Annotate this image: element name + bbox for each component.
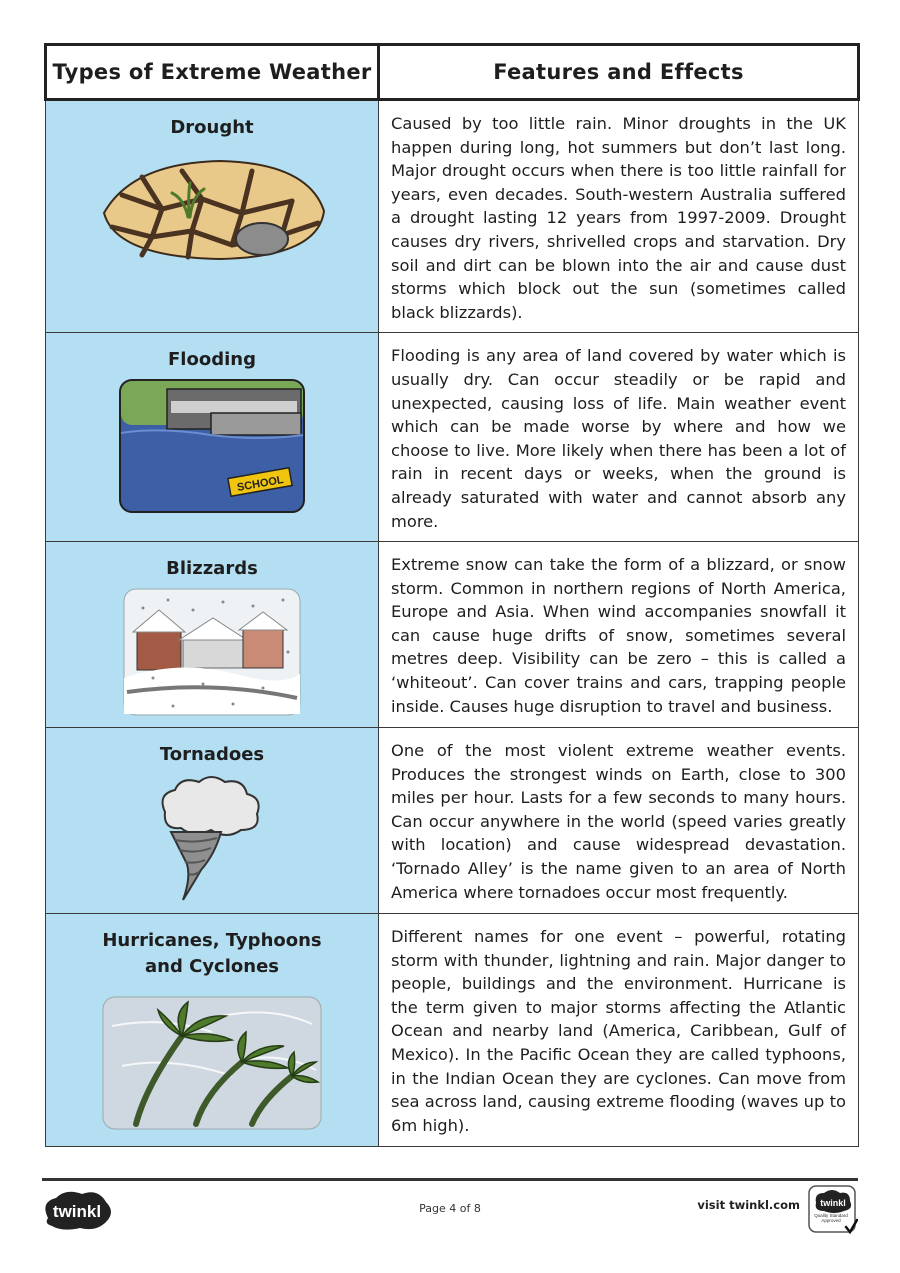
type-cell-hurricanes [46,914,379,1147]
snowy-village-icon [123,588,301,716]
type-name-drought: Drought [170,117,254,138]
desc-cell-tornadoes [379,728,859,914]
school-sign-text: SCHOOL [236,474,285,495]
type-name-tornadoes: Tornadoes [159,744,265,766]
weather-row-flooding [46,333,859,542]
type-cell-blizzards [46,542,379,728]
desc-cell-flooding [379,333,859,542]
cracked-earth-icon [92,147,332,267]
flooded-school-icon [119,379,305,513]
type-name-flooding: Flooding [168,349,256,371]
palm-trees-storm-icon [102,996,322,1130]
weather-row-tornadoes [46,728,859,914]
desc-flooding: Flooding is any area of land covered by water which is usually dry. Can occur steadily or be rapid and unexpected, causing loss of life. Main weather event which can be made worse by where and how we choose to live. More likely when there has been a lot of rain in recent days or weeks, when the ground is already saturated with water and cannot absorb any more. [391,346,846,531]
header-row [46,45,859,100]
desc-cell-blizzards [379,542,859,728]
desc-cell-hurricanes [379,914,859,1147]
type-name-hurricanes-line1: Hurricanes, Typhoons [102,930,322,952]
weather-row-hurricanes [46,914,859,1147]
type-cell-tornadoes [46,728,379,914]
desc-hurricanes: Different names for one event – powerful, rotating storm with thunder, lightning and rain. Major danger to people, buildings and the environment. Hurricane is the term given to major storms affecting the Atlantic Ocean and nearby land (America, Caribbean, Gulf of Mexico). In the Pacific Ocean they are called typhoons, in the Indian Ocean they are cyclones. Can move from sea across land, causing extreme flooding (waves up to 6m high). [391,927,846,1135]
badge-name: twinkl [820,1198,846,1208]
type-name-hurricanes-line2: and Cyclones [145,956,279,978]
extreme-weather-table [44,43,860,1147]
desc-tornadoes: One of the most violent extreme weather events. Produces the strongest winds on Earth, close to 300 miles per hour. Lasts for a few seconds to many hours. Can occur anywhere in the world (speed varies greatly with location) and cause widespread devastation. ‘Tornado Alley’ is the name given to an area of North America where tornadoes occur most frequently. [391,741,846,902]
weather-row-drought [46,100,859,333]
badge-text: Quality Standard Approved [814,1213,848,1223]
header-features: Features and Effects [379,45,859,100]
desc-blizzards: Extreme snow can take the form of a blizzard, or snow storm. Common in northern regions of North America, Europe and Asia. When wind accompanies snowfall it can cause huge drifts of snow, sometimes several metres deep. Visibility can be zero – this is called a ‘whiteout’. Can cover trains and cars, trapping people inside. Causes huge disruption to travel and business. [391,555,846,716]
footer-rule [42,1178,858,1181]
type-cell-drought [46,100,379,333]
type-name-blizzards: Blizzards [166,558,258,580]
page-number: Page 4 of 8 [419,1202,481,1215]
desc-drought: Caused by too little rain. Minor droughts in the UK happen during long, hot summers but don’t last long. Major drought occurs when there is too little rainfall for years, even decades. South-western Australia suffered a drought lasting 12 years from 1997-2009. Drought causes dry rivers, shrivelled crops and starvation. Dry soil and dirt can be blown into the air and cause dust storms which block out the sun (sometimes called black blizzards). [391,114,846,322]
logo-text: twinkl [52,1202,102,1221]
quality-badge [808,1185,858,1235]
type-name-hurricanes [46,928,378,980]
desc-cell-drought [379,100,859,333]
weather-row-blizzards [46,542,859,728]
type-cell-flooding [46,333,379,542]
visit-link[interactable]: visit twinkl.com [697,1198,800,1212]
header-types: Types of Extreme Weather [46,45,379,100]
tornado-icon [157,774,267,904]
